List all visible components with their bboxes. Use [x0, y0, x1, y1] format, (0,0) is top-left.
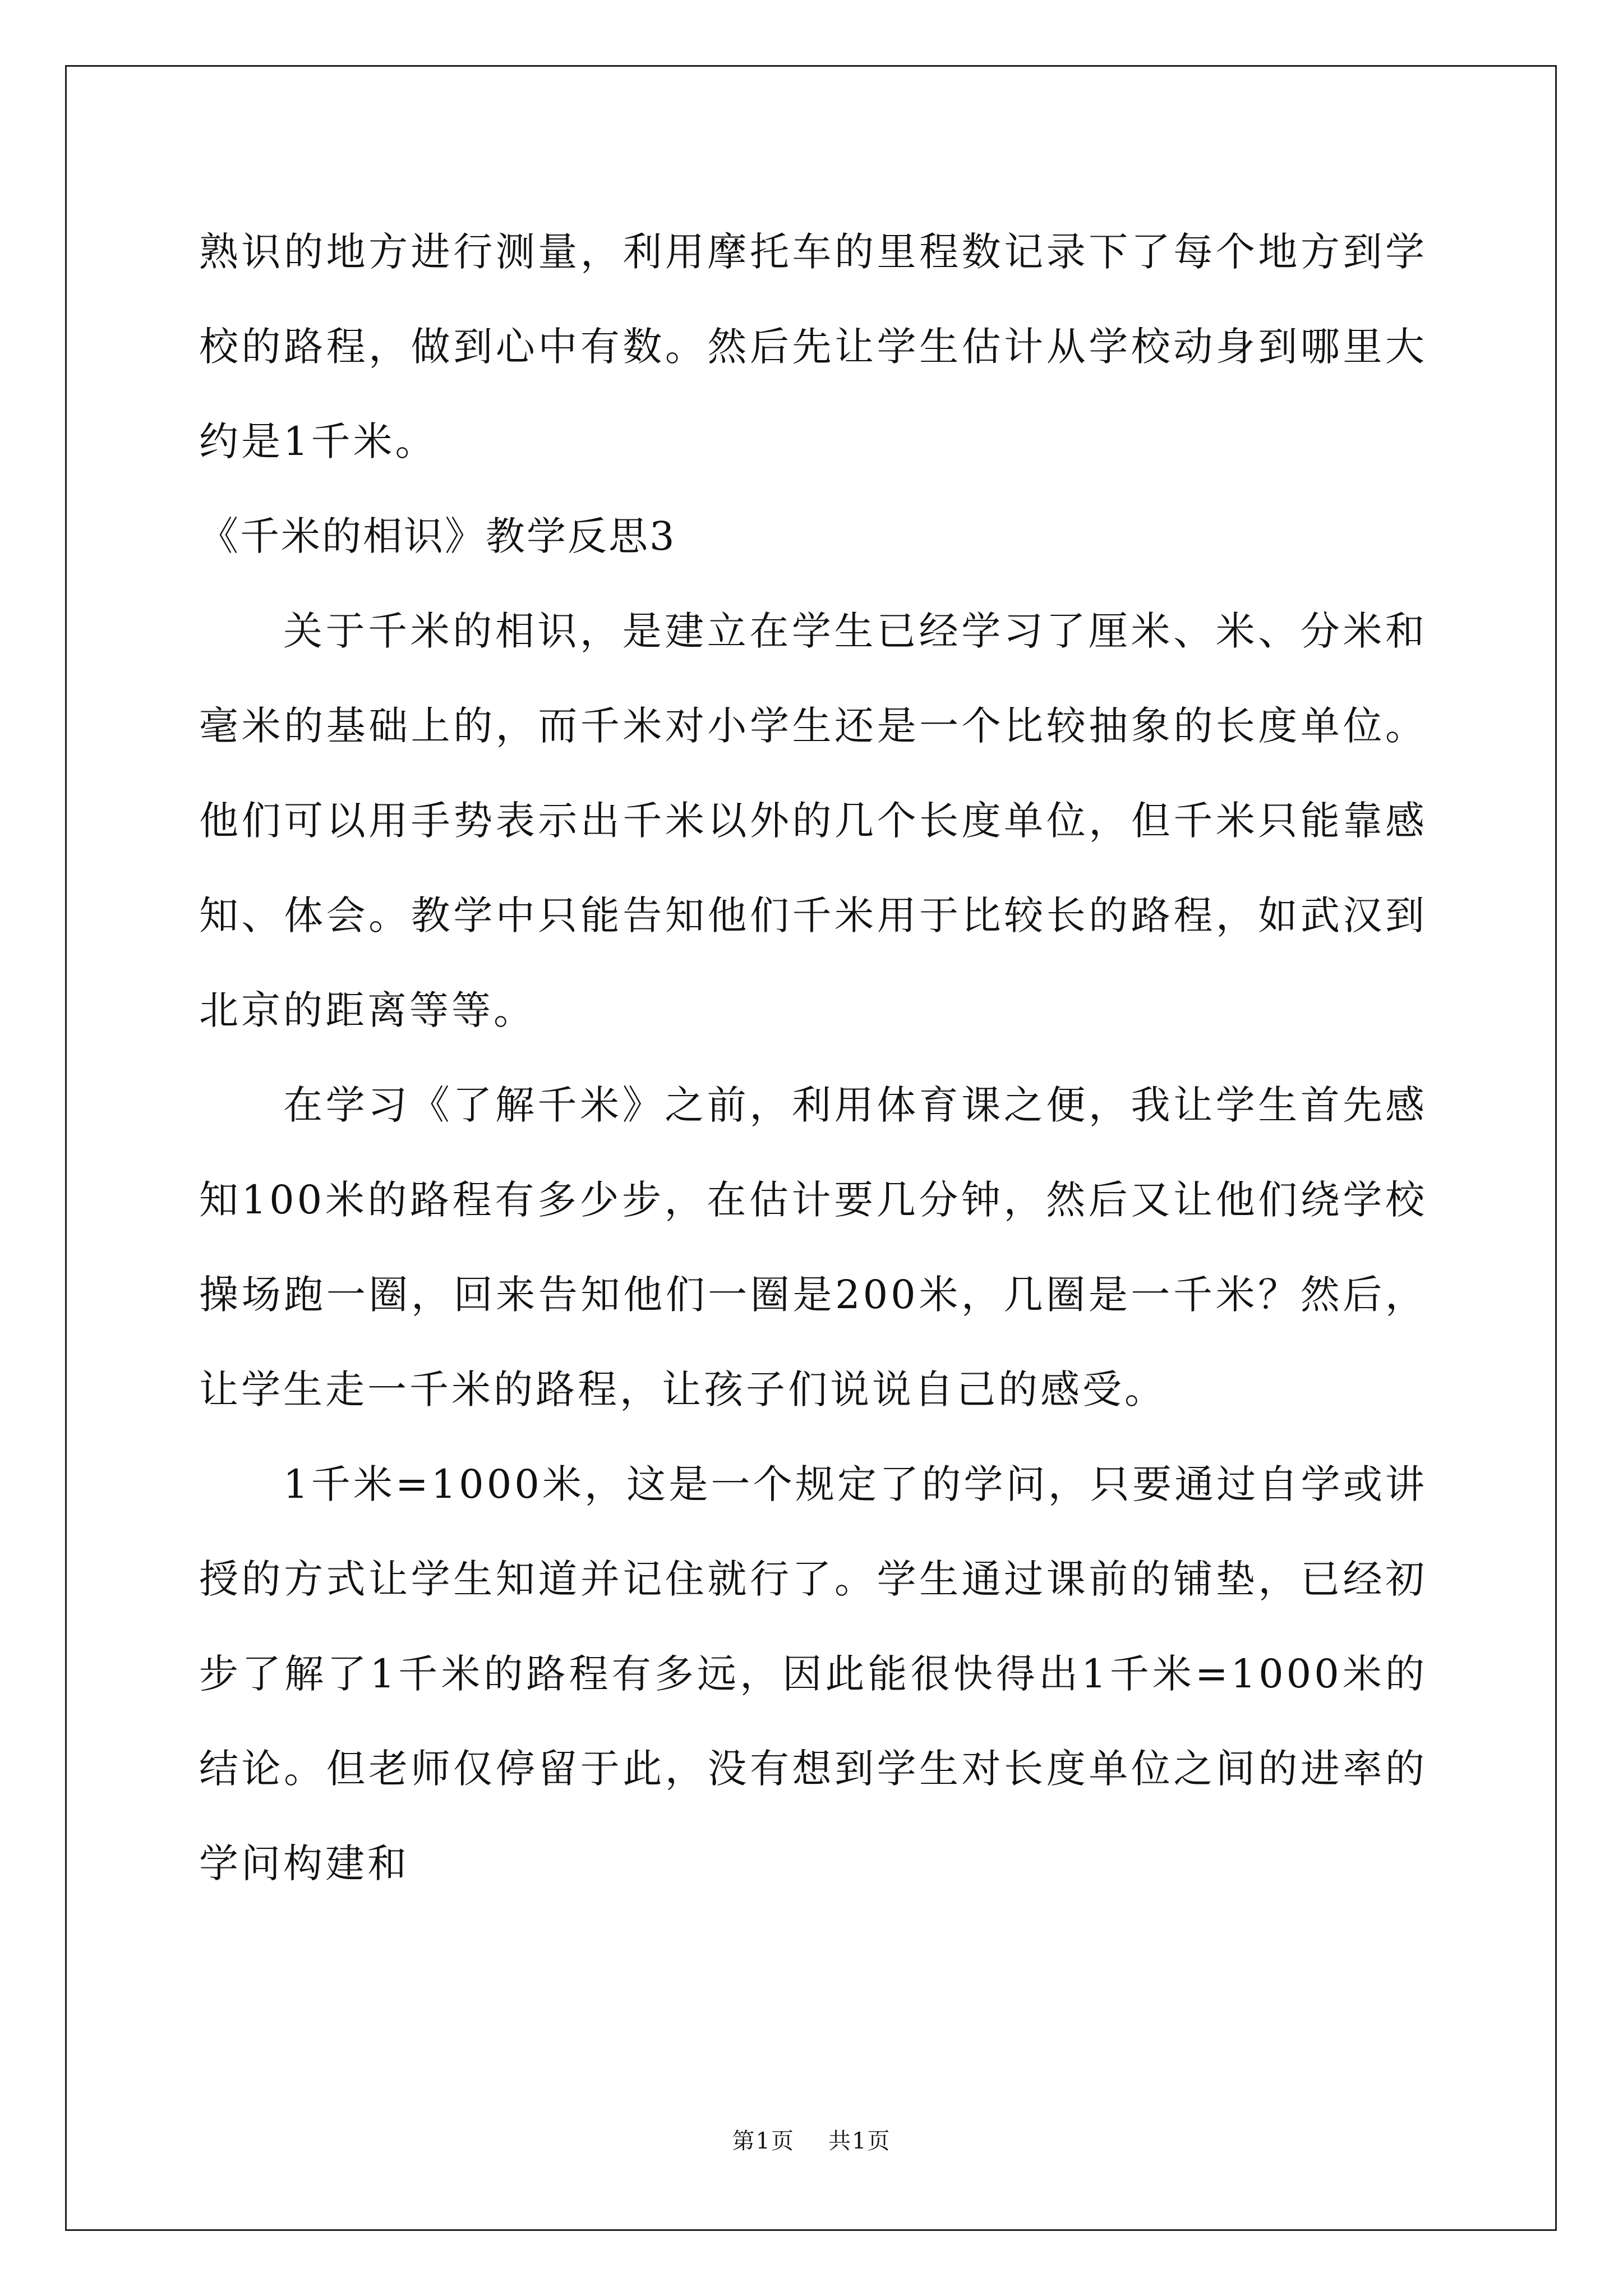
section-heading: 《千米的相识》教学反思3	[199, 513, 676, 559]
paragraph-conclusion: 1千米=1000米，这是一个规定了的学问，只要通过自学或讲授的方式让学生知道并记住就行了。学生通过课前的铺垫，已经初步了解了1千米的路程有多远，因此能很快得出1千米=1000米的结论。但老师仅停留于此，没有想到学生对长度单位之间的进率的学问构建和	[199, 1461, 1427, 1887]
paragraph-activity: 在学习《了解千米》之前，利用体育课之便，我让学生首先感知100米的路程有多少步，在估计要几分钟，然后又让他们绕学校操场跑一圈，回来告知他们一圈是200米，几圈是一千米？然后，让学生走一千米的路程，让孩子们说说自己的感受。	[199, 1082, 1427, 1412]
page-total: 共1页	[828, 2128, 891, 2154]
paragraph-continued: 熟识的地方进行测量，利用摩托车的里程数记录下了每个地方到学校的路程，做到心中有数。然后先让学生估计从学校动身到哪里大约是1千米。	[199, 229, 1427, 464]
page-footer	[0, 2123, 1623, 2155]
page-number: 第1页	[732, 2128, 795, 2154]
document-body	[199, 205, 1427, 1911]
paragraph-intro: 关于千米的相识，是建立在学生已经学习了厘米、米、分米和毫米的基础上的，而千米对小学生还是一个比较抽象的长度单位。他们可以用手势表示出千米以外的几个长度单位，但千米只能靠感知、体会。教学中只能告知他们千米用于比较长的路程，如武汉到北京的距离等等。	[199, 608, 1427, 1033]
